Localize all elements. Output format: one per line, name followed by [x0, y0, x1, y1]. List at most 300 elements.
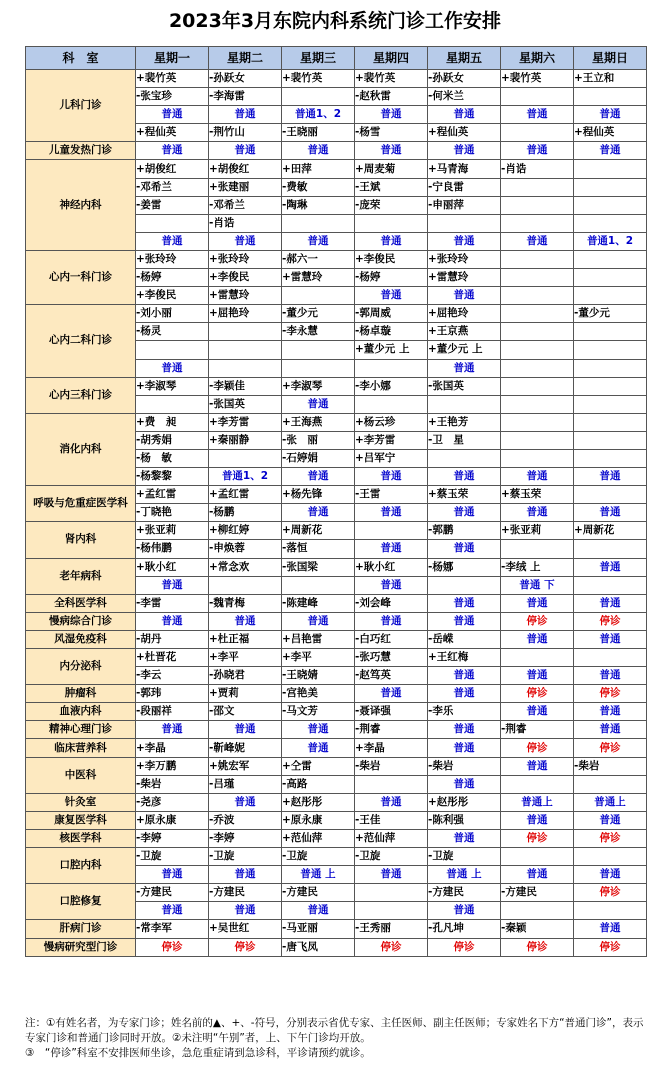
schedule-cell: 普通: [574, 630, 647, 648]
schedule-cell: 停诊: [574, 829, 647, 847]
schedule-cell: [574, 341, 647, 359]
schedule-cell: -张国英: [209, 395, 282, 413]
schedule-cell: +王艳芳: [428, 413, 501, 431]
schedule-cell: +孟红雷: [209, 486, 282, 504]
schedule-cell: -聂译强: [355, 703, 428, 721]
schedule-cell: [574, 160, 647, 178]
table-row: [26, 829, 647, 847]
schedule-cell: [501, 359, 574, 377]
schedule-cell: +耿小红: [355, 558, 428, 576]
schedule-cell: -王晓婧: [282, 667, 355, 685]
schedule-cell: +李晶: [355, 739, 428, 757]
schedule-cell: +李芳雷: [355, 431, 428, 449]
schedule-cell: 普通: [428, 468, 501, 486]
schedule-cell: 停诊: [501, 829, 574, 847]
schedule-cell: +张亚莉: [501, 522, 574, 540]
schedule-cell: +雷慧玲: [209, 287, 282, 305]
schedule-cell: -卫 星: [428, 431, 501, 449]
schedule-cell: 普通: [136, 721, 209, 739]
schedule-cell: -李婷: [136, 829, 209, 847]
schedule-cell: -申丽萍: [428, 196, 501, 214]
schedule-cell: -段丽祥: [136, 703, 209, 721]
schedule-cell: -丁晓艳: [136, 504, 209, 522]
schedule-cell: 普通1、2: [574, 232, 647, 250]
header-friday: 星期五: [428, 47, 501, 70]
schedule-cell: 停诊: [428, 938, 501, 956]
department-name: 神经内科: [26, 160, 136, 250]
schedule-cell: 普通: [136, 142, 209, 160]
schedule-cell: 停诊: [501, 739, 574, 757]
schedule-cell: 停诊: [136, 938, 209, 956]
schedule-cell: -张宝珍: [136, 88, 209, 106]
schedule-cell: 普通: [428, 685, 501, 703]
schedule-cell: [574, 576, 647, 594]
schedule-cell: [574, 540, 647, 558]
schedule-cell: 普通: [355, 866, 428, 884]
schedule-cell: -李乐: [428, 703, 501, 721]
schedule-cell: +柳红婷: [209, 522, 282, 540]
schedule-cell: +费 昶: [136, 413, 209, 431]
schedule-cell: 普通: [282, 504, 355, 522]
department-name: 消化内科: [26, 413, 136, 485]
schedule-cell: [574, 649, 647, 667]
schedule-cell: +裴竹英: [136, 70, 209, 88]
schedule-cell: 普通1、2: [209, 468, 282, 486]
schedule-cell: +贾莉: [209, 685, 282, 703]
schedule-cell: [282, 576, 355, 594]
department-name: 口腔内科: [26, 848, 136, 884]
schedule-cell: -杨卓璇: [355, 323, 428, 341]
table-row: [26, 250, 647, 268]
schedule-cell: -郝六一: [282, 250, 355, 268]
schedule-cell: -魏青梅: [209, 594, 282, 612]
schedule-cell: -石婷娟: [282, 449, 355, 467]
header-wednesday: 星期三: [282, 47, 355, 70]
schedule-cell: 普通: [501, 630, 574, 648]
department-name: 全科医学科: [26, 594, 136, 612]
schedule-cell: +原永康: [282, 811, 355, 829]
schedule-cell: [428, 214, 501, 232]
schedule-cell: [501, 124, 574, 142]
schedule-cell: 普通上: [574, 793, 647, 811]
schedule-cell: -邵文: [209, 703, 282, 721]
table-row: [26, 522, 647, 540]
schedule-cell: 普通: [501, 142, 574, 160]
schedule-cell: 普通: [282, 468, 355, 486]
schedule-cell: 普通: [428, 594, 501, 612]
schedule-cell: -李云: [136, 667, 209, 685]
schedule-cell: -姜雷: [136, 196, 209, 214]
schedule-cell: [501, 449, 574, 467]
schedule-cell: +孟红雷: [136, 486, 209, 504]
schedule-cell: [574, 431, 647, 449]
schedule-cell: [574, 323, 647, 341]
schedule-cell: +程仙英: [136, 124, 209, 142]
schedule-cell: 普通: [136, 232, 209, 250]
schedule-body: [26, 70, 647, 957]
schedule-cell: 普通: [428, 667, 501, 685]
schedule-cell: 普通: [501, 232, 574, 250]
table-row: [26, 793, 647, 811]
schedule-cell: 普通: [574, 594, 647, 612]
schedule-cell: +李淑琴: [136, 377, 209, 395]
schedule-cell: 普通: [428, 775, 501, 793]
schedule-cell: +胡俊红: [209, 160, 282, 178]
schedule-cell: [355, 902, 428, 920]
schedule-cell: +周新花: [574, 522, 647, 540]
schedule-cell: -杨婷: [136, 269, 209, 287]
schedule-cell: -卫旋: [209, 848, 282, 866]
schedule-cell: -张国梁: [282, 558, 355, 576]
schedule-cell: [501, 377, 574, 395]
schedule-cell: +仝雷: [282, 757, 355, 775]
schedule-cell: -乔波: [209, 811, 282, 829]
schedule-cell: 普通: [574, 106, 647, 124]
schedule-cell: [574, 250, 647, 268]
schedule-cell: [501, 214, 574, 232]
schedule-cell: 普通: [355, 540, 428, 558]
table-row: [26, 630, 647, 648]
schedule-cell: +杜正福: [209, 630, 282, 648]
schedule-cell: 普通: [574, 468, 647, 486]
schedule-cell: [355, 884, 428, 902]
schedule-cell: +屈艳玲: [209, 305, 282, 323]
department-name: 老年病科: [26, 558, 136, 594]
table-row: [26, 558, 647, 576]
schedule-cell: +周麦菊: [355, 160, 428, 178]
schedule-cell: -卫旋: [282, 848, 355, 866]
schedule-cell: -费敏: [282, 178, 355, 196]
table-row: [26, 594, 647, 612]
schedule-cell: 普通上: [501, 793, 574, 811]
schedule-cell: 普通: [428, 612, 501, 630]
schedule-cell: +程仙英: [574, 124, 647, 142]
schedule-cell: [574, 486, 647, 504]
schedule-cell: -方建民: [209, 884, 282, 902]
schedule-cell: [501, 305, 574, 323]
table-row: [26, 612, 647, 630]
schedule-cell: [501, 848, 574, 866]
schedule-cell: -马亚丽: [282, 920, 355, 938]
schedule-cell: +李俊民: [209, 269, 282, 287]
schedule-cell: -孙晓君: [209, 667, 282, 685]
schedule-cell: [282, 341, 355, 359]
schedule-cell: +李俊民: [355, 250, 428, 268]
schedule-cell: +蔡玉荣: [428, 486, 501, 504]
schedule-cell: -王雷: [355, 486, 428, 504]
schedule-cell: -李雷: [136, 594, 209, 612]
schedule-cell: 普通: [136, 612, 209, 630]
schedule-cell: 普通: [355, 142, 428, 160]
schedule-cell: -张巧慧: [355, 649, 428, 667]
schedule-cell: 普通: [428, 359, 501, 377]
department-name: 肝病门诊: [26, 920, 136, 938]
schedule-cell: -卫旋: [428, 848, 501, 866]
schedule-cell: 普通: [136, 866, 209, 884]
schedule-cell: 普通: [501, 667, 574, 685]
schedule-cell: -董少元: [574, 305, 647, 323]
schedule-cell: 普通: [282, 232, 355, 250]
schedule-cell: 普通: [282, 902, 355, 920]
table-row: [26, 884, 647, 902]
schedule-cell: -尧彦: [136, 793, 209, 811]
schedule-cell: [209, 449, 282, 467]
schedule-cell: [282, 214, 355, 232]
table-row: [26, 920, 647, 938]
table-row: [26, 649, 647, 667]
department-name: 精神心理门诊: [26, 721, 136, 739]
department-name: 肾内科: [26, 522, 136, 558]
table-row: [26, 757, 647, 775]
schedule-cell: 普通: [209, 106, 282, 124]
schedule-cell: [501, 250, 574, 268]
schedule-cell: -杨灵: [136, 323, 209, 341]
schedule-cell: +李芳雷: [209, 413, 282, 431]
schedule-cell: -郭玮: [136, 685, 209, 703]
schedule-cell: +张玲玲: [136, 250, 209, 268]
department-name: 心内一科门诊: [26, 250, 136, 304]
schedule-cell: -荆睿: [355, 721, 428, 739]
schedule-cell: 停诊: [574, 685, 647, 703]
department-name: 风湿免疫科: [26, 630, 136, 648]
schedule-cell: -柴岩: [428, 757, 501, 775]
schedule-cell: -李永慧: [282, 323, 355, 341]
schedule-cell: [282, 359, 355, 377]
table-row: [26, 811, 647, 829]
schedule-cell: +常念欢: [209, 558, 282, 576]
footnote-line: ③ “停诊”科室不安排医师坐诊，急危重症请到急诊科，平诊请预约就诊。: [25, 1047, 371, 1059]
schedule-cell: -胡秀娟: [136, 431, 209, 449]
schedule-cell: -杨鹏: [209, 504, 282, 522]
schedule-cell: [574, 449, 647, 467]
schedule-cell: -荆竹山: [209, 124, 282, 142]
schedule-cell: -方建民: [136, 884, 209, 902]
schedule-cell: 普通: [136, 106, 209, 124]
schedule-cell: -庞荣: [355, 196, 428, 214]
schedule-cell: 普通: [209, 232, 282, 250]
schedule-cell: +吕军宁: [355, 449, 428, 467]
schedule-cell: +吴世红: [209, 920, 282, 938]
schedule-cell: -董少元: [282, 305, 355, 323]
department-name: 慢病综合门诊: [26, 612, 136, 630]
schedule-cell: 普通: [501, 504, 574, 522]
schedule-cell: 普通: [355, 612, 428, 630]
schedule-cell: -陶琳: [282, 196, 355, 214]
schedule-cell: 普通: [355, 685, 428, 703]
schedule-cell: 普通: [501, 703, 574, 721]
schedule-cell: 普通: [355, 106, 428, 124]
schedule-cell: [574, 214, 647, 232]
schedule-cell: -高路: [282, 775, 355, 793]
schedule-cell: +李俊民: [136, 287, 209, 305]
schedule-cell: -李婷: [209, 829, 282, 847]
schedule-cell: +裴竹英: [355, 70, 428, 88]
schedule-cell: +雷慧玲: [282, 269, 355, 287]
schedule-cell: [428, 449, 501, 467]
schedule-cell: [501, 196, 574, 214]
schedule-table: [25, 46, 647, 957]
schedule-cell: -卫旋: [355, 848, 428, 866]
schedule-cell: 普通: [355, 232, 428, 250]
schedule-cell: -卫旋: [136, 848, 209, 866]
schedule-cell: -方建民: [501, 884, 574, 902]
schedule-cell: -王斌: [355, 178, 428, 196]
schedule-cell: -杨黎黎: [136, 468, 209, 486]
schedule-cell: [574, 377, 647, 395]
schedule-cell: +赵彤彤: [428, 793, 501, 811]
schedule-cell: -邓希兰: [209, 196, 282, 214]
schedule-cell: [574, 269, 647, 287]
department-name: 核医学科: [26, 829, 136, 847]
schedule-cell: +原永康: [136, 811, 209, 829]
schedule-cell: 普通: [428, 504, 501, 522]
schedule-cell: [501, 649, 574, 667]
schedule-cell: 普通: [355, 287, 428, 305]
schedule-cell: +李平: [282, 649, 355, 667]
schedule-cell: +姚宏军: [209, 757, 282, 775]
schedule-cell: 普通 上: [428, 866, 501, 884]
schedule-cell: -李小娜: [355, 377, 428, 395]
schedule-cell: [501, 178, 574, 196]
schedule-cell: +李淑琴: [282, 377, 355, 395]
header-saturday: 星期六: [501, 47, 574, 70]
schedule-cell: [574, 775, 647, 793]
schedule-cell: +杨云珍: [355, 413, 428, 431]
schedule-cell: -王秀丽: [355, 920, 428, 938]
schedule-cell: 普通: [574, 142, 647, 160]
schedule-cell: 普通: [209, 902, 282, 920]
schedule-cell: -常李军: [136, 920, 209, 938]
department-name: 心内三科门诊: [26, 377, 136, 413]
schedule-cell: -靳峰妮: [209, 739, 282, 757]
footnote-line: 注：①有姓名者，为专家门诊；姓名前的▲、+、-符号，分别表示省优专家、主任医师、副主任医师；专家姓名下方“普通门诊”，表示专家门诊和普通门诊同时开放。②未注明“午别”者，上、下午门诊均开放。: [25, 1017, 644, 1044]
schedule-cell: 普通: [428, 106, 501, 124]
schedule-cell: +张玲玲: [209, 250, 282, 268]
schedule-cell: [574, 178, 647, 196]
schedule-cell: 普通: [501, 594, 574, 612]
schedule-cell: +杜晋花: [136, 649, 209, 667]
schedule-cell: 普通 下: [501, 576, 574, 594]
header-tuesday: 星期二: [209, 47, 282, 70]
schedule-cell: 普通: [501, 866, 574, 884]
schedule-cell: -郭鹏: [428, 522, 501, 540]
department-name: 儿童发热门诊: [26, 142, 136, 160]
schedule-cell: [501, 323, 574, 341]
schedule-cell: -唐飞凤: [282, 938, 355, 956]
schedule-cell: 普通: [574, 703, 647, 721]
schedule-cell: [209, 576, 282, 594]
schedule-cell: +张玲玲: [428, 250, 501, 268]
department-name: 中医科: [26, 757, 136, 793]
schedule-cell: 普通: [209, 142, 282, 160]
schedule-cell: -马文芳: [282, 703, 355, 721]
schedule-cell: 普通: [428, 540, 501, 558]
schedule-cell: +田萍: [282, 160, 355, 178]
schedule-cell: +雷慧玲: [428, 269, 501, 287]
schedule-cell: +李万鹏: [136, 757, 209, 775]
schedule-cell: -柴岩: [136, 775, 209, 793]
schedule-cell: +范仙萍: [355, 829, 428, 847]
schedule-cell: -郭周威: [355, 305, 428, 323]
schedule-cell: -杨婷: [355, 269, 428, 287]
schedule-cell: -岳嵘: [428, 630, 501, 648]
department-name: 内分泌科: [26, 649, 136, 685]
page-title: 2023年3月东院内科系统门诊工作安排: [168, 10, 502, 32]
schedule-cell: +裴竹英: [501, 70, 574, 88]
schedule-cell: -杨雪: [355, 124, 428, 142]
schedule-cell: -杨伟鹏: [136, 540, 209, 558]
schedule-cell: [209, 341, 282, 359]
schedule-cell: 普通: [209, 866, 282, 884]
schedule-cell: -杨 敏: [136, 449, 209, 467]
department-name: 临床营养科: [26, 739, 136, 757]
schedule-cell: [136, 395, 209, 413]
schedule-cell: 停诊: [501, 612, 574, 630]
schedule-cell: -李绒 上: [501, 558, 574, 576]
schedule-cell: +赵彤彤: [282, 793, 355, 811]
schedule-cell: -张 丽: [282, 431, 355, 449]
schedule-cell: -孙跃女: [428, 70, 501, 88]
schedule-cell: [209, 323, 282, 341]
header-monday: 星期一: [136, 47, 209, 70]
department-name: 康复医学科: [26, 811, 136, 829]
table-row: [26, 685, 647, 703]
schedule-cell: +张建丽: [209, 178, 282, 196]
schedule-cell: +范仙萍: [282, 829, 355, 847]
schedule-cell: [501, 540, 574, 558]
schedule-cell: 停诊: [501, 938, 574, 956]
schedule-cell: 停诊: [574, 938, 647, 956]
schedule-cell: 停诊: [574, 739, 647, 757]
schedule-cell: +蔡玉荣: [501, 486, 574, 504]
schedule-cell: 普通: [209, 612, 282, 630]
schedule-cell: +王京燕: [428, 323, 501, 341]
schedule-cell: -赵笃英: [355, 667, 428, 685]
schedule-cell: [574, 196, 647, 214]
schedule-cell: 普通: [136, 902, 209, 920]
schedule-cell: 普通: [574, 667, 647, 685]
schedule-cell: -肖诰: [209, 214, 282, 232]
schedule-cell: [501, 88, 574, 106]
schedule-cell: +王红梅: [428, 649, 501, 667]
schedule-cell: [355, 214, 428, 232]
department-name: 呼吸与危重症医学科: [26, 486, 136, 522]
schedule-cell: -方建民: [282, 884, 355, 902]
table-row: [26, 486, 647, 504]
schedule-cell: +张亚莉: [136, 522, 209, 540]
schedule-cell: -张国英: [428, 377, 501, 395]
schedule-cell: 普通: [355, 576, 428, 594]
schedule-cell: [428, 395, 501, 413]
schedule-cell: -宁良雷: [428, 178, 501, 196]
department-name: 儿科门诊: [26, 70, 136, 142]
schedule-cell: 停诊: [209, 938, 282, 956]
department-name: 针灸室: [26, 793, 136, 811]
schedule-cell: 停诊: [355, 938, 428, 956]
schedule-cell: [501, 287, 574, 305]
schedule-cell: 普通: [282, 612, 355, 630]
schedule-cell: [501, 395, 574, 413]
table-row: [26, 142, 647, 160]
schedule-cell: [355, 395, 428, 413]
schedule-cell: 普通: [501, 757, 574, 775]
schedule-cell: 普通: [282, 142, 355, 160]
table-row: [26, 721, 647, 739]
table-row: [26, 739, 647, 757]
schedule-cell: -李颖佳: [209, 377, 282, 395]
schedule-cell: [574, 88, 647, 106]
schedule-cell: 普通: [355, 793, 428, 811]
